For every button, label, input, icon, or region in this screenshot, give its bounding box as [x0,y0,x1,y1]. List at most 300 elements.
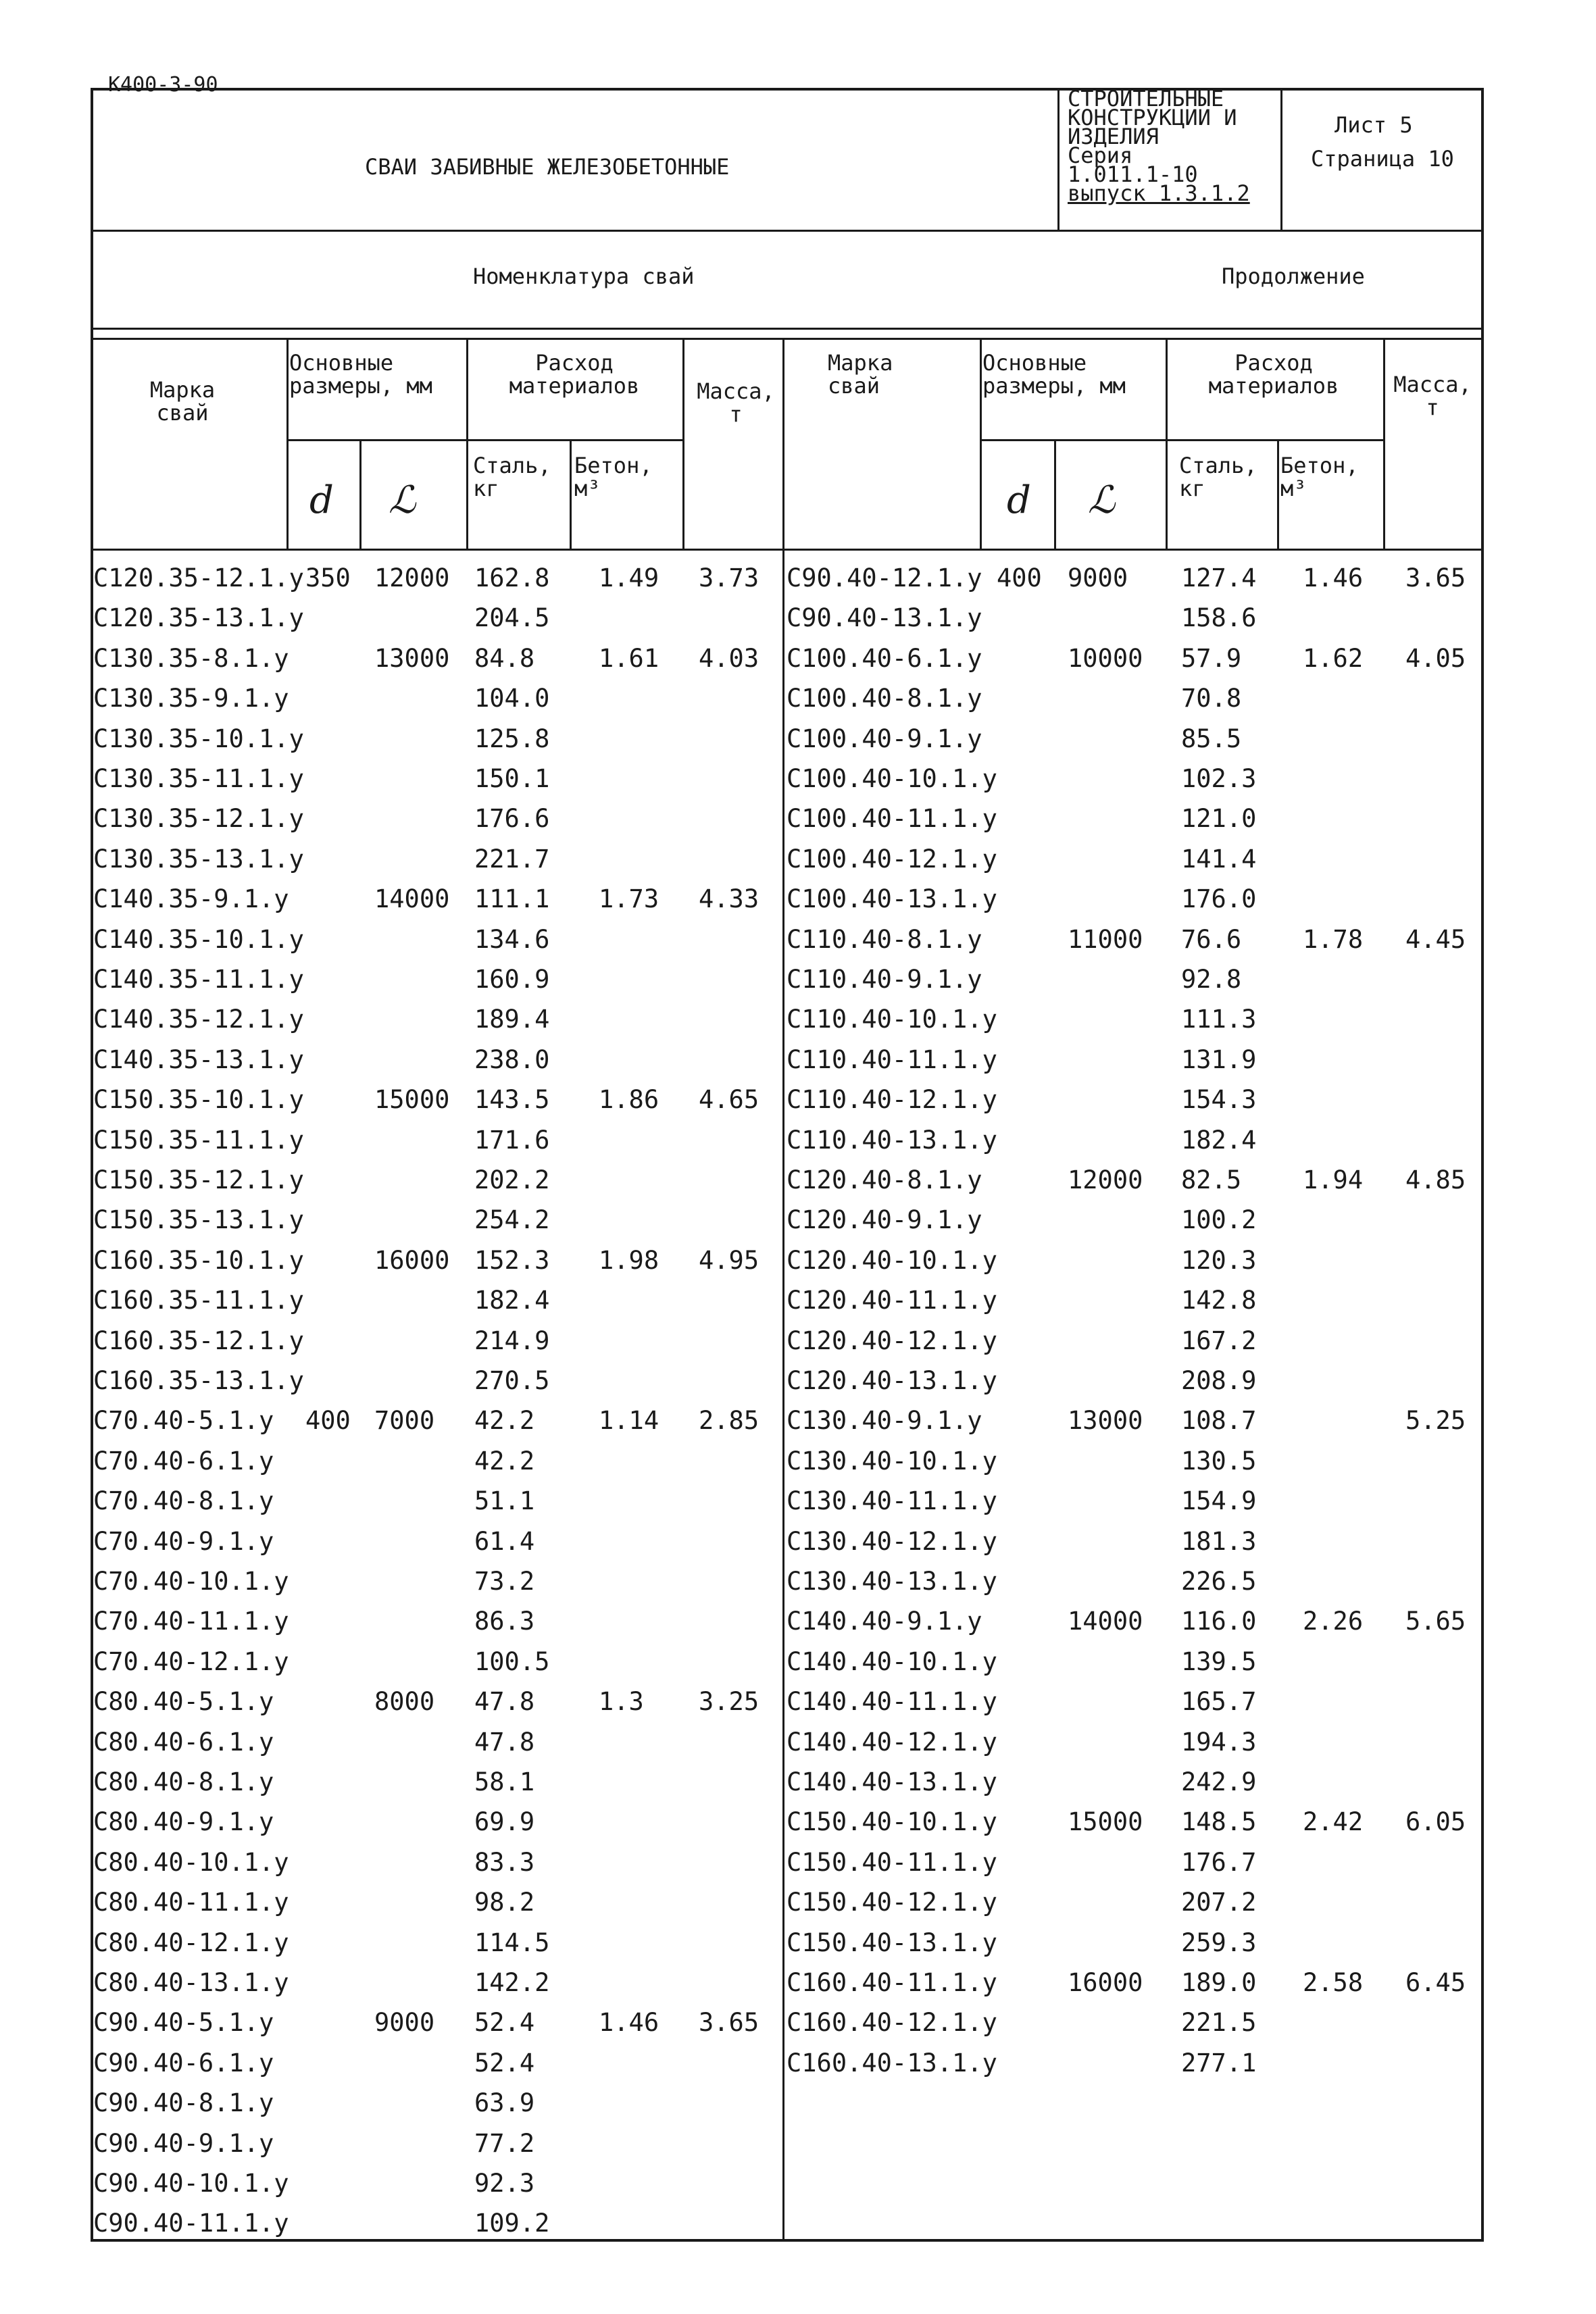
col-line [359,439,361,549]
cell-steel: 92.3 [474,2169,535,2198]
cell-steel: 148.5 [1181,1807,1257,1837]
cell-mark: С100.40-13.1.у [787,884,997,914]
cell-mark: С140.35-9.1.у [93,884,289,914]
cell-mark: С160.40-13.1.у [787,2048,997,2078]
cell-d: 350 [305,563,351,593]
cell-steel: 242.9 [1181,1767,1257,1796]
cell-mark: С130.35-11.1.у [93,764,304,793]
table-row [91,1567,782,1607]
table-row [784,1687,1484,1727]
cell-mark: С160.35-10.1.у [93,1245,304,1275]
cell-steel: 70.8 [1181,684,1242,713]
cell-mass: 6.05 [1405,1807,1466,1837]
header-d: d [1007,478,1031,522]
cell-l: 9000 [1068,563,1128,593]
cell-mark: С90.40-5.1.у [93,2008,274,2038]
cell-mark: С150.40-13.1.у [787,1928,997,1957]
cell-steel: 226.5 [1181,1567,1257,1596]
table-row [784,925,1484,965]
cell-mark: С80.40-5.1.у [93,1687,274,1717]
series-line: КОНСТРУКЦИИ И [1068,105,1237,130]
cell-mass: 5.65 [1405,1607,1466,1636]
table-row [91,884,782,924]
header-consumption: Расход материалов [509,350,640,399]
cell-concrete: 1.49 [599,563,659,593]
header-consumption: Расход материалов [1208,350,1339,399]
table-row [784,2048,1484,2088]
cell-l: 9000 [374,2008,435,2038]
cell-steel: 202.2 [474,1165,550,1194]
cell-mark: С130.35-9.1.у [93,684,289,713]
cell-mark: С80.40-6.1.у [93,1727,274,1757]
cell-mark: С140.40-11.1.у [787,1687,997,1717]
cell-mark: С70.40-8.1.у [93,1486,274,1516]
cell-steel: 158.6 [1181,603,1257,633]
table-row [91,1647,782,1687]
table-row [784,1246,1484,1286]
cell-steel: 100.2 [1181,1205,1257,1235]
cell-l: 14000 [1068,1607,1143,1636]
col-line [286,338,289,549]
header-concrete: Бетон, м³ [574,453,653,501]
cell-mark: С150.40-12.1.у [787,1888,997,1917]
series-line: Серия [1068,143,1133,168]
table-row [91,1687,782,1727]
cell-mark: С140.40-12.1.у [787,1727,997,1757]
cell-mark: С110.40-11.1.у [787,1045,997,1074]
cell-mark: С80.40-10.1.у [93,1847,289,1877]
col-line [980,338,982,549]
cell-steel: 238.0 [474,1045,550,1074]
cell-mark: С120.40-11.1.у [787,1286,997,1315]
header-l: ℒ [1088,478,1116,522]
cell-mark: С120.40-12.1.у [787,1326,997,1355]
cell-mass: 4.85 [1405,1165,1466,1194]
table-row [91,1767,782,1807]
cell-mark: С160.40-11.1.у [787,1968,997,1997]
cell-mark: С160.35-13.1.у [93,1366,304,1395]
cell-concrete: 1.46 [599,2008,659,2038]
cell-mark: С150.35-11.1.у [93,1125,304,1155]
table-row [91,965,782,1005]
cell-l: 15000 [374,1085,450,1115]
cell-steel: 141.4 [1181,844,1257,874]
table-row [784,603,1484,643]
cell-mark: С70.40-10.1.у [93,1567,289,1596]
cell-mark: С110.40-8.1.у [787,924,982,954]
table-row [91,1286,782,1326]
table-row [91,1126,782,1165]
cell-mark: С150.40-11.1.у [787,1847,997,1877]
table-row [784,1767,1484,1807]
table-row [91,1486,782,1526]
table-row [91,1246,782,1286]
cell-steel: 142.8 [1181,1286,1257,1315]
cell-mark: С140.35-13.1.у [93,1045,304,1074]
cell-concrete: 1.73 [599,884,659,914]
col-line [1383,338,1385,549]
table-row [784,1326,1484,1366]
cell-concrete: 1.3 [599,1687,644,1717]
table-row [784,845,1484,884]
cell-mark: С70.40-5.1.у [93,1406,274,1436]
table-row [784,684,1484,724]
cell-concrete: 2.42 [1303,1807,1364,1837]
table-row [784,1807,1484,1847]
cell-steel: 182.4 [1181,1125,1257,1155]
cell-steel: 52.4 [474,2048,535,2078]
cell-mark: С150.40-10.1.у [787,1807,997,1837]
cell-mark: С90.40-11.1.у [93,2209,289,2238]
cell-steel: 111.1 [474,884,550,914]
table-row [91,1527,782,1567]
table-row [784,1126,1484,1165]
cell-steel: 150.1 [474,764,550,793]
cell-l: 16000 [1068,1968,1143,1997]
cell-steel: 102.3 [1181,764,1257,793]
cell-d: 400 [997,563,1042,593]
cell-mark: С140.40-9.1.у [787,1607,982,1636]
cell-mark: С90.40-8.1.у [93,2088,274,2118]
table-row [784,1567,1484,1607]
cell-steel: 162.8 [474,563,550,593]
table-row [784,1647,1484,1687]
cell-mark: С80.40-12.1.у [93,1928,289,1957]
cell-mark: С130.40-13.1.у [787,1567,997,1596]
cell-steel: 134.6 [474,924,550,954]
header-steel: Сталь, кг [473,453,551,501]
cell-mark: С120.40-10.1.у [787,1245,997,1275]
cell-steel: 42.2 [474,1446,535,1476]
cell-steel: 111.3 [1181,1005,1257,1034]
cell-mark: С130.40-10.1.у [787,1446,997,1476]
header-subdivider-right [980,439,1383,441]
continuation-label: Продолжение [1222,263,1365,289]
table-row [91,2169,782,2209]
cell-steel: 116.0 [1181,1607,1257,1636]
cell-steel: 221.7 [474,844,550,874]
table-row [91,1326,782,1366]
cell-l: 16000 [374,1245,450,1275]
cell-mark: С120.40-13.1.у [787,1366,997,1395]
table-row [91,925,782,965]
table-row [91,1607,782,1646]
cell-l: 14000 [374,884,450,914]
table-row [784,1486,1484,1526]
cell-steel: 130.5 [1181,1446,1257,1476]
table-row [91,1848,782,1888]
cell-mark: С150.35-10.1.у [93,1085,304,1115]
table-row [91,2088,782,2128]
table-row [784,1607,1484,1646]
cell-l: 13000 [374,643,450,673]
cell-mass: 4.65 [699,1085,759,1115]
cell-steel: 176.7 [1181,1847,1257,1877]
cell-l: 11000 [1068,924,1143,954]
cell-steel: 154.3 [1181,1085,1257,1115]
cell-mark: С160.35-12.1.у [93,1326,304,1355]
title-block-divider [91,230,1484,232]
table-row [784,1888,1484,1928]
cell-steel: 142.2 [474,1968,550,1997]
cell-mark: С130.35-10.1.у [93,724,304,753]
cell-steel: 61.4 [474,1526,535,1556]
table-row [784,1968,1484,2008]
cell-concrete: 1.86 [599,1085,659,1115]
table-row [91,2048,782,2088]
cell-mark: С100.40-9.1.у [787,724,982,753]
table-row [784,1085,1484,1125]
table-row [91,804,782,844]
table-row [784,884,1484,924]
cell-concrete: 2.26 [1303,1607,1364,1636]
cell-steel: 143.5 [474,1085,550,1115]
cell-steel: 204.5 [474,603,550,633]
section-title: Номенклатура свай [473,263,695,289]
cell-mark: С130.40-12.1.у [787,1526,997,1556]
cell-concrete: 1.62 [1303,643,1364,673]
table-row [91,1205,782,1245]
cell-steel: 189.4 [474,1005,550,1034]
table-row [91,2209,782,2248]
table-row [91,1807,782,1847]
cell-steel: 181.3 [1181,1526,1257,1556]
cell-l: 13000 [1068,1406,1143,1436]
cell-steel: 52.4 [474,2008,535,2038]
header-mark: Марка свай [828,350,893,399]
cell-mark: С130.35-13.1.у [93,844,304,874]
cell-steel: 208.9 [1181,1366,1257,1395]
cell-concrete: 1.61 [599,643,659,673]
cell-steel: 154.9 [1181,1486,1257,1516]
cell-steel: 76.6 [1181,924,1242,954]
cell-steel: 160.9 [474,965,550,994]
col-line [682,338,684,549]
cell-mark: С110.40-9.1.у [787,965,982,994]
cell-steel: 42.2 [474,1406,535,1436]
table-row [784,1286,1484,1326]
cell-steel: 57.9 [1181,643,1242,673]
cell-steel: 86.3 [474,1607,535,1636]
series-line: 1.011.1-10 [1068,161,1198,187]
cell-steel: 194.3 [1181,1727,1257,1757]
cell-concrete: 2.58 [1303,1968,1364,1997]
cell-steel: 167.2 [1181,1326,1257,1355]
cell-steel: 121.0 [1181,804,1257,834]
table-row [91,644,782,684]
table-row [784,563,1484,603]
cell-steel: 152.3 [474,1245,550,1275]
table-row [91,1447,782,1486]
cell-steel: 171.6 [474,1125,550,1155]
cell-steel: 108.7 [1181,1406,1257,1436]
series-line: СТРОИТЕЛЬНЫЕ [1068,86,1224,111]
cell-steel: 131.9 [1181,1045,1257,1074]
cell-steel: 259.3 [1181,1928,1257,1957]
table-row [784,644,1484,684]
cell-l: 7000 [374,1406,435,1436]
col-line [466,338,468,549]
table-row [91,2129,782,2169]
cell-mass: 4.45 [1405,924,1466,954]
cell-steel: 47.8 [474,1687,535,1717]
table-row [784,1406,1484,1446]
cell-steel: 270.5 [474,1366,550,1395]
cell-steel: 92.8 [1181,965,1242,994]
table-row [784,804,1484,844]
table-row [784,1527,1484,1567]
series-line: ИЗДЕЛИЯ [1068,124,1159,149]
header-l: ℒ [389,478,416,522]
table-row [91,2008,782,2048]
table-row [91,1406,782,1446]
cell-mark: С140.40-13.1.у [787,1767,997,1796]
cell-mark: С110.40-13.1.у [787,1125,997,1155]
table-row [784,1366,1484,1406]
cell-steel: 176.6 [474,804,550,834]
header-d: d [309,478,334,522]
cell-mark: С70.40-9.1.у [93,1526,274,1556]
cell-mass: 6.45 [1405,1968,1466,1997]
header-steel: Сталь, кг [1179,453,1257,501]
header-mass: Масса, т [1393,372,1472,420]
cell-mark: С150.35-13.1.у [93,1205,304,1235]
table-row [91,724,782,764]
cell-mark: С140.35-10.1.у [93,924,304,954]
table-row [91,603,782,643]
cell-mark: С80.40-11.1.у [93,1888,289,1917]
table-row [784,724,1484,764]
table-row [91,1085,782,1125]
cell-steel: 47.8 [474,1727,535,1757]
table-row [784,1447,1484,1486]
cell-steel: 100.5 [474,1646,550,1676]
cell-mark: С150.35-12.1.у [93,1165,304,1194]
cell-steel: 84.8 [474,643,535,673]
cell-mark: С100.40-6.1.у [787,643,982,673]
document-title: СВАИ ЗАБИВНЫЕ ЖЕЛЕЗОБЕТОННЫЕ [365,154,730,180]
series-line: выпуск 1.3.1.2 [1068,180,1250,206]
cell-steel: 73.2 [474,1567,535,1596]
cell-steel: 182.4 [474,1286,550,1315]
cell-mark: С70.40-12.1.у [93,1646,289,1676]
series-block [1068,86,1277,206]
sheet-number: Лист 5 [1335,112,1413,138]
cell-steel: 221.5 [1181,2008,1257,2038]
header-mark: Марка свай [149,377,216,426]
cell-mark: С100.40-11.1.у [787,804,997,834]
cell-l: 12000 [374,563,450,593]
cell-mass: 3.65 [1405,563,1466,593]
cell-mass: 4.33 [699,884,759,914]
cell-mark: С90.40-13.1.у [787,603,982,633]
cell-steel: 127.4 [1181,563,1257,593]
cell-steel: 98.2 [474,1888,535,1917]
cell-mark: С90.40-10.1.у [93,2169,289,2198]
col-line [1166,338,1168,549]
cell-mark: С80.40-9.1.у [93,1807,274,1837]
table-row [784,1165,1484,1205]
page-number: Страница 10 [1311,146,1454,172]
table-row [784,1045,1484,1085]
cell-mark: С140.35-11.1.у [93,965,304,994]
cell-concrete: 1.98 [599,1245,659,1275]
table-row [91,1366,782,1406]
cell-steel: 83.3 [474,1847,535,1877]
table-row [91,1888,782,1928]
cell-mark: С110.40-10.1.у [787,1005,997,1034]
cell-mass: 3.65 [699,2008,759,2038]
cell-d: 400 [305,1406,351,1436]
cell-mass: 4.03 [699,643,759,673]
cell-steel: 82.5 [1181,1165,1242,1194]
col-line [1277,439,1279,549]
table-row [784,1928,1484,1968]
table-row [784,1005,1484,1045]
cell-steel: 109.2 [474,2209,550,2238]
table-row [91,1968,782,2008]
cell-mark: С100.40-10.1.у [787,764,997,793]
cell-steel: 165.7 [1181,1687,1257,1717]
cell-mark: С160.35-11.1.у [93,1286,304,1315]
table-row [91,1728,782,1767]
cell-mark: С120.40-8.1.у [787,1165,982,1194]
cell-mark: С120.40-9.1.у [787,1205,982,1235]
table-row [91,1005,782,1045]
cell-mark: С140.40-10.1.у [787,1646,997,1676]
header-concrete: Бетон, м³ [1280,453,1359,501]
cell-mark: С80.40-13.1.у [93,1968,289,1997]
table-row [91,684,782,724]
header-top-line [91,338,1484,340]
cell-mark: С130.40-11.1.у [787,1486,997,1516]
header-dims: Основные размеры, мм [289,350,432,399]
cell-concrete: 1.78 [1303,924,1364,954]
table-row [91,1165,782,1205]
cell-steel: 51.1 [474,1486,535,1516]
cell-steel: 69.9 [474,1807,535,1837]
table-row [784,1728,1484,1767]
cell-mark: С70.40-11.1.у [93,1607,289,1636]
cell-steel: 277.1 [1181,2048,1257,2078]
col-line [570,439,572,549]
table-row [784,2008,1484,2048]
header-dims: Основные размеры, мм [982,350,1126,399]
cell-mark: С130.40-9.1.у [787,1406,982,1436]
cell-steel: 214.9 [474,1326,550,1355]
cell-l: 10000 [1068,643,1143,673]
cell-steel: 189.0 [1181,1968,1257,1997]
cell-steel: 176.0 [1181,884,1257,914]
table-row [91,764,782,804]
cell-mass: 4.05 [1405,643,1466,673]
cell-l: 15000 [1068,1807,1143,1837]
title-block-separator [1057,88,1059,230]
header-subdivider-left [286,439,682,441]
cell-mark: С130.35-12.1.у [93,804,304,834]
cell-mark: С90.40-12.1.у [787,563,982,593]
cell-steel: 77.2 [474,2128,535,2158]
cell-l: 12000 [1068,1165,1143,1194]
document-code: К400-3-90 [108,73,218,97]
cell-mark: С80.40-8.1.у [93,1767,274,1796]
table-row [91,1928,782,1968]
cell-l: 8000 [374,1687,435,1717]
cell-mark: С120.35-12.1.у [93,563,304,593]
cell-steel: 85.5 [1181,724,1242,753]
table-row [784,1205,1484,1245]
cell-mark: С160.40-12.1.у [787,2008,997,2038]
